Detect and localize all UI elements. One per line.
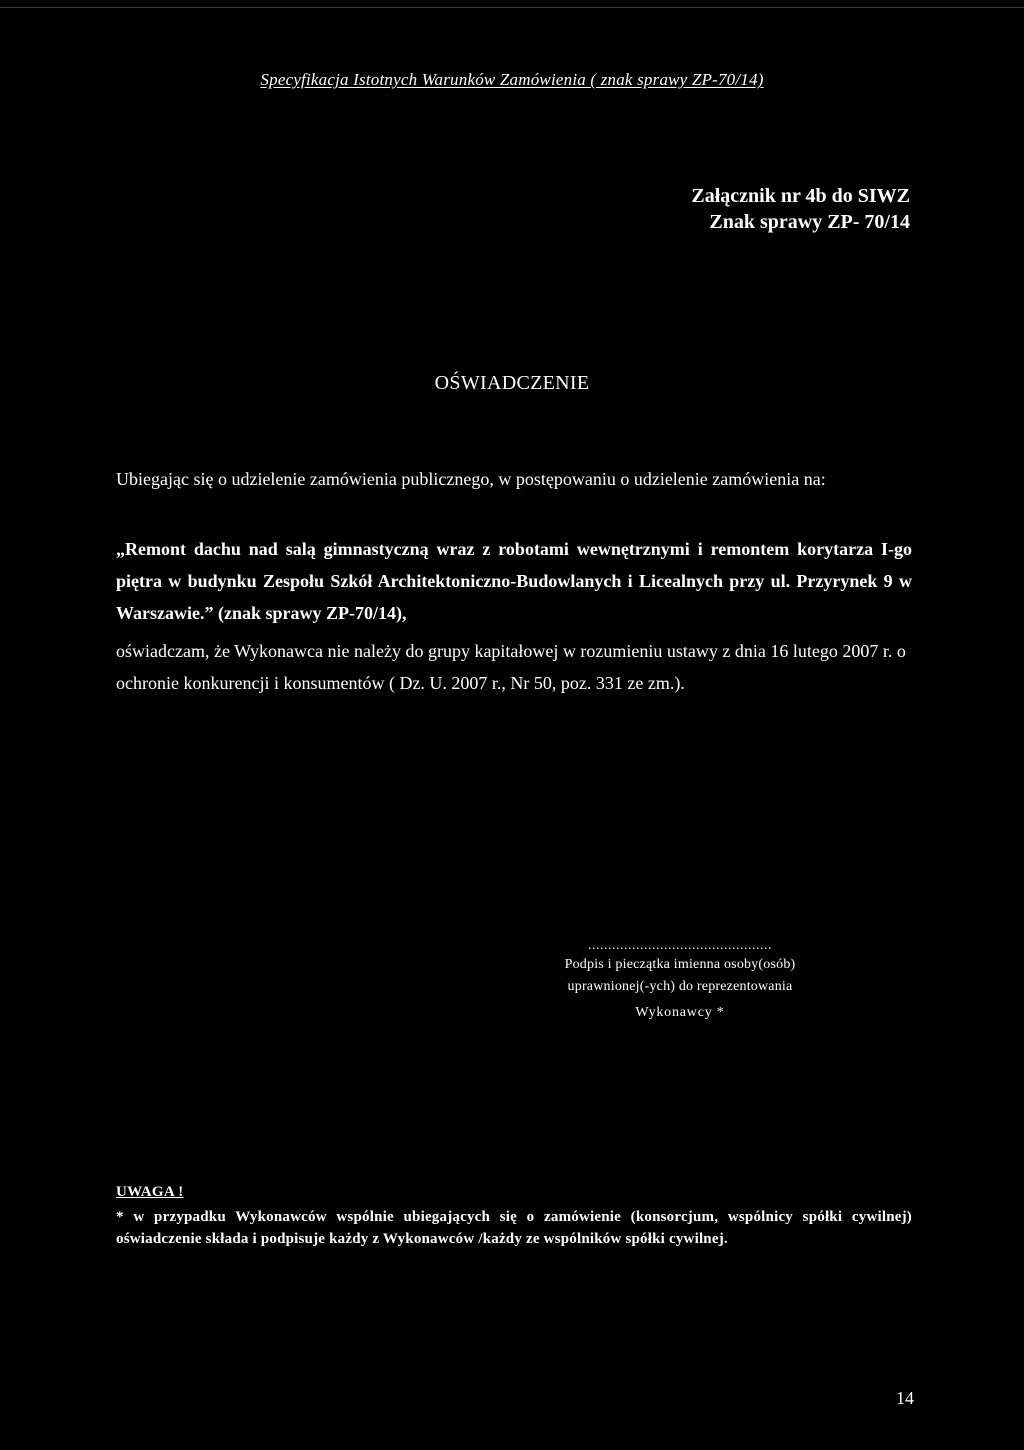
case-reference: (znak sprawy ZP-70/14),: [213, 603, 407, 623]
page-number: 14: [896, 1388, 914, 1408]
note-heading: UWAGA !: [116, 1184, 184, 1200]
contract-subject-title: „Remont dachu nad salą gimnastyczną wraz z robotami wewnętrznymi i remontem korytarza I-go piętra w budynku Zespołu Szkół Architektoniczno-Budowlanych i Licealnych przy ul. Przyrynek 9 w Warszawie.”: [116, 539, 912, 623]
signature-caption-line-1: Podpis i pieczątka imienna osoby(osób): [564, 957, 796, 972]
signature-block: [500, 938, 860, 1024]
signature-caption-line-2: uprawnionej(-ych) do reprezentowania: [567, 979, 793, 994]
case-number: Znak sprawy ZP- 70/14: [709, 211, 910, 233]
running-header: Specyfikacja Istotnych Warunków Zamówienia ( znak sprawy ZP-70/14): [260, 70, 764, 89]
document-title: OŚWIADCZENIE: [434, 372, 590, 394]
signature-caption-line-3: Wykonawcy *: [635, 1005, 725, 1020]
signature-line: ..............................................: [588, 938, 772, 953]
intro-paragraph: Ubiegając się o udzielenie zamówienia publicznego, w postępowaniu o udzielenie zamówienia na:: [116, 469, 826, 489]
page-top-border: [0, 0, 1024, 8]
declaration-paragraph: oświadczam, że Wykonawca nie należy do grupy kapitałowej w rozumieniu ustawy z dnia 16 lutego 2007 r. o ochronie konkurencji i konsumentów ( Dz. U. 2007 r., Nr 50, poz. 331 ze zm.).: [116, 641, 906, 693]
contract-subject: [116, 533, 912, 629]
attachment-reference: [691, 183, 910, 235]
attachment-number: Załącznik nr 4b do SIWZ: [691, 185, 910, 207]
note-text: * w przypadku Wykonawców wspólnie ubiegających się o zamówienie (konsorcjum, wspólnicy spółki cywilnej) oświadczenie składa i podpisuje każdy z Wykonawców /każdy ze wspólników spółki cywilnej.: [116, 1209, 912, 1247]
